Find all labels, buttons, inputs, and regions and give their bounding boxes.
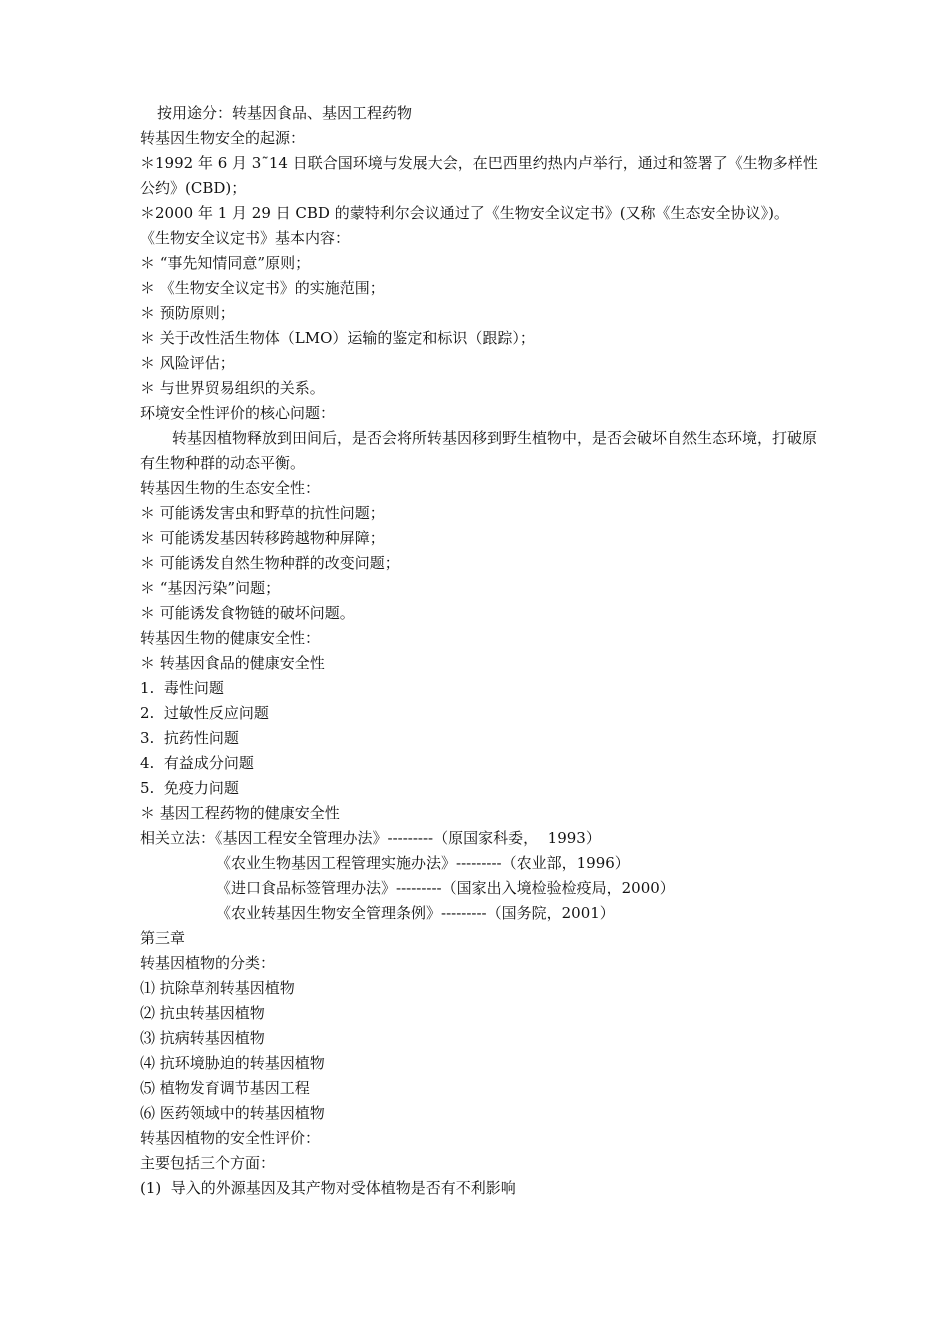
text-line: 按用途分：转基因食品、基因工程药物: [157, 104, 413, 122]
legislation-line: 相关立法：《基因工程安全管理办法》---------（原国家科委， 1993）: [140, 829, 601, 847]
numbered-item: 1. 毒性问题: [140, 679, 224, 697]
section-heading: 环境安全性评价的核心问题：: [140, 404, 336, 422]
numbered-item: ⑶ 抗病转基因植物: [140, 1029, 265, 1047]
section-heading: 转基因生物的健康安全性：: [140, 629, 321, 647]
numbered-item: ⑷ 抗环境胁迫的转基因植物: [140, 1054, 325, 1072]
section-heading: 《生物安全议定书》基本内容：: [140, 229, 351, 247]
list-item: ＊ 风险评估；: [140, 354, 235, 372]
numbered-item: ⑵ 抗虫转基因植物: [140, 1004, 265, 1022]
numbered-item: ⑴ 抗除草剂转基因植物: [140, 979, 295, 997]
chapter-heading: 第三章: [140, 929, 186, 947]
section-heading: 转基因植物的安全性评价：: [140, 1129, 321, 1147]
legislation-line: 《农业生物基因工程管理实施办法》---------（农业部，1996）: [216, 854, 630, 872]
numbered-item: 4. 有益成分问题: [140, 754, 254, 772]
legislation-line: 《农业转基因生物安全管理条例》---------（国务院，2001）: [216, 904, 615, 922]
numbered-item: 3. 抗药性问题: [140, 729, 239, 747]
list-item: ＊ “事先知情同意”原则；: [140, 254, 311, 272]
numbered-item: (1) 导入的外源基因及其产物对受体植物是否有不利影响: [140, 1179, 516, 1197]
list-item: ＊ 预防原则；: [140, 304, 235, 322]
section-heading: 转基因生物的生态安全性：: [140, 479, 321, 497]
section-heading: 转基因生物安全的起源：: [140, 129, 306, 147]
text-line: 主要包括三个方面：: [140, 1154, 276, 1172]
list-item: ＊ 关于改性活生物体（LMO）运输的鉴定和标识（跟踪）；: [140, 329, 535, 347]
list-item: ＊ 《生物安全议定书》的实施范围；: [140, 279, 385, 297]
paragraph: 转基因植物释放到田间后，是否会将所转基因移到野生植物中，是否会破坏自然生态环境，打破原有生物种群的动态平衡。: [140, 429, 818, 472]
list-item: ＊ 基因工程药物的健康安全性: [140, 804, 340, 822]
list-item: ＊ 可能诱发食物链的破坏问题。: [140, 604, 355, 622]
document-body: [140, 101, 820, 1201]
numbered-item: ⑸ 植物发育调节基因工程: [140, 1079, 310, 1097]
legislation-line: 《进口食品标签管理办法》---------（国家出入境检验检疫局，2000）: [216, 879, 675, 897]
list-item: ＊ 转基因食品的健康安全性: [140, 654, 325, 672]
text-line: ＊1992 年 6 月 3˜14 日联合国环境与发展大会，在巴西里约热内卢举行，通过和签署了《生物多样性公约》(CBD)；: [140, 154, 818, 197]
list-item: ＊ 与世界贸易组织的关系。: [140, 379, 325, 397]
list-item: ＊ “基因污染”问题；: [140, 579, 281, 597]
numbered-item: 2. 过敏性反应问题: [140, 704, 269, 722]
list-item: ＊ 可能诱发自然生物种群的改变问题；: [140, 554, 400, 572]
list-item: ＊ 可能诱发基因转移跨越物种屏障；: [140, 529, 385, 547]
list-item: ＊ 可能诱发害虫和野草的抗性问题；: [140, 504, 385, 522]
numbered-item: ⑹ 医药领域中的转基因植物: [140, 1104, 325, 1122]
numbered-item: 5. 免疫力问题: [140, 779, 239, 797]
text-line: ＊2000 年 1 月 29 日 CBD 的蒙特利尔会议通过了《生物安全议定书》(又称《生态安全协议》)。: [140, 204, 789, 222]
section-heading: 转基因植物的分类：: [140, 954, 276, 972]
